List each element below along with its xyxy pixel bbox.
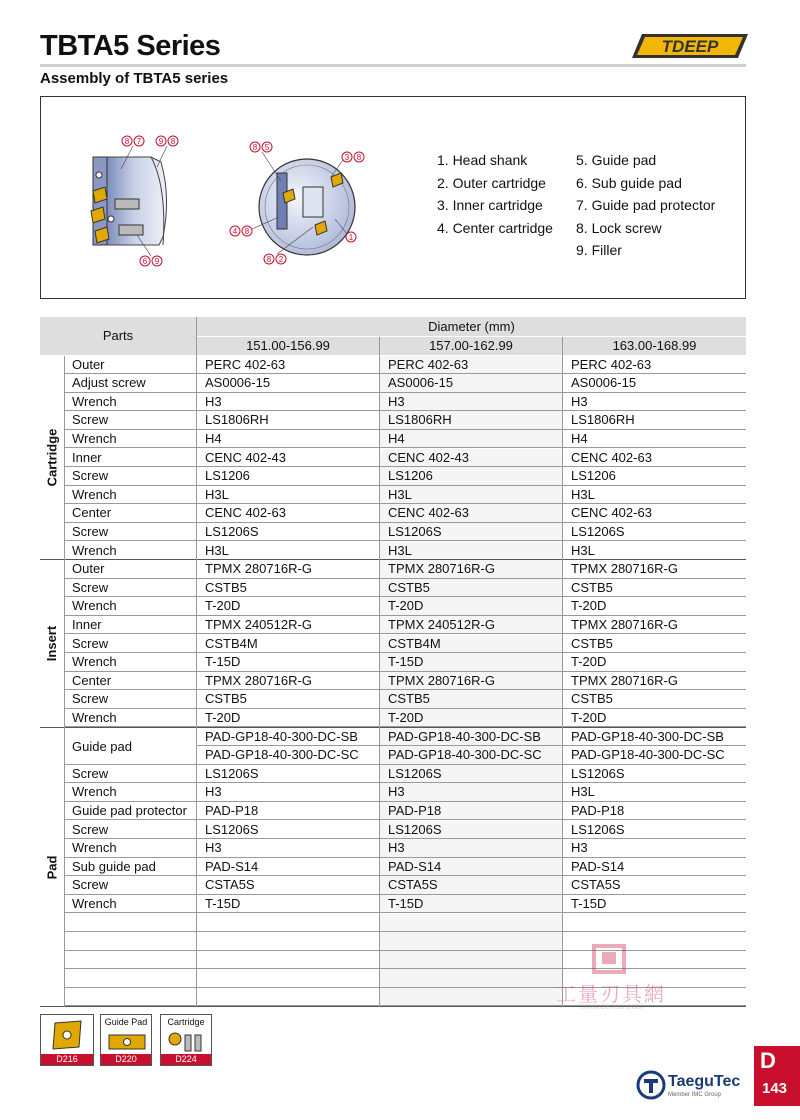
diameter-value-cell: TPMX 280716R-G xyxy=(205,561,312,577)
diameter-value-cell: CSTB5 xyxy=(571,635,613,651)
part-name-cell xyxy=(64,951,197,970)
diameter-value-cell: CSTB5 xyxy=(205,691,247,707)
insert-icon xyxy=(41,1015,95,1055)
diameter-value-cell: H3L xyxy=(380,486,563,505)
diameter-value-cell: T-20D xyxy=(571,709,607,725)
table-row xyxy=(40,374,746,393)
part-name-cell: Screw xyxy=(72,412,109,428)
watermark-url: WWW.GLRJW.COM xyxy=(579,1004,643,1011)
diameter-value-cell: PAD-P18 xyxy=(571,802,625,818)
diameter-value-cell: PAD-S14 xyxy=(571,858,625,874)
diameter-value-cell: CSTA5S xyxy=(571,877,621,893)
part-name-cell: Inner xyxy=(72,616,102,632)
diameter-value-cell: LS1206S xyxy=(205,523,259,539)
watermark-logo-icon xyxy=(536,942,686,982)
ref-code: D216 xyxy=(41,1054,93,1065)
diameter-value-cell: H3 xyxy=(205,784,222,800)
section-letter: D xyxy=(760,1048,776,1073)
table-row xyxy=(40,542,746,561)
ref-insert-box[interactable] xyxy=(40,1014,94,1066)
brand-subtitle: Member IMC Group xyxy=(668,1092,722,1098)
ref-guide-pad-box[interactable] xyxy=(100,1014,152,1066)
part-name-cell: Guide pad protector xyxy=(72,802,187,818)
callout-label: 8 xyxy=(170,137,176,146)
callout-label: 8 xyxy=(124,137,130,146)
diameter-value-cell: T-15D xyxy=(571,895,607,911)
page-title: TBTA5 Series xyxy=(40,30,221,62)
section-subtitle: Assembly of TBTA5 series xyxy=(40,70,229,87)
table-row xyxy=(40,839,746,858)
table-row xyxy=(40,504,746,523)
diameter-value-cell: PAD-GP18-40-300-DC-SB xyxy=(571,728,724,744)
diameter-value-cell: T-20D xyxy=(205,709,241,725)
diameter-value-cell xyxy=(197,988,380,1007)
diameter-value-cell: PAD-S14 xyxy=(205,858,259,874)
part-name-cell: Wrench xyxy=(72,393,117,409)
legend-item: 4. Center cartridge xyxy=(437,219,553,236)
callout-label: 3 xyxy=(344,153,350,162)
callout-label: 4 xyxy=(232,227,238,236)
table-row xyxy=(40,672,746,691)
diameter-value-cell: T-20D xyxy=(380,709,563,728)
tdeep-logo xyxy=(632,30,748,62)
table-row xyxy=(40,783,746,802)
legend-item: 3. Inner cartridge xyxy=(437,197,543,214)
page-number: 143 xyxy=(762,1080,788,1097)
part-name-cell: Wrench xyxy=(72,598,117,614)
table-row xyxy=(40,635,746,654)
diameter-value-cell: TPMX 240512R-G xyxy=(380,616,563,635)
part-name-cell: Screw xyxy=(72,877,109,893)
cartridge-icon xyxy=(161,1027,213,1057)
table-row xyxy=(40,876,746,895)
group-label-text: Insert xyxy=(44,626,60,662)
diameter-value-cell xyxy=(380,914,563,933)
callout-label: 8 xyxy=(244,227,250,236)
part-name-cell: Wrench xyxy=(72,895,117,911)
diameter-value-cell: H3L xyxy=(571,486,595,502)
diameter-value-cell: H3 xyxy=(571,393,588,409)
table-row xyxy=(40,597,746,616)
legend-item: 5. Guide pad xyxy=(576,152,657,168)
part-name-cell: Outer xyxy=(72,561,105,577)
diameter-value-cell: PAD-GP18-40-300-DC-SB xyxy=(380,728,563,747)
diameter-value-cell: PAD-S14 xyxy=(380,858,563,877)
tdeep-logo-text: TDEEP xyxy=(661,37,719,56)
diameter-value-cell: PERC 402-63 xyxy=(205,356,286,372)
diameter-value-cell: H4 xyxy=(205,430,222,446)
diameter-value-cell: TPMX 280716R-G xyxy=(571,672,678,688)
diameter-value-cell: H3 xyxy=(380,393,563,412)
part-name-cell: Wrench xyxy=(72,654,117,670)
diameter-value-cell: LS1206S xyxy=(205,821,259,837)
diameter-value-cell: CSTB4M xyxy=(205,635,258,651)
diameter-value-cell: T-20D xyxy=(205,598,241,614)
diameter-value-cell: PAD-GP18-40-300-DC-SC xyxy=(380,746,563,765)
diameter-column-1: 151.00-156.99 xyxy=(197,337,379,355)
part-name-cell: Adjust screw xyxy=(72,375,146,391)
diameter-value-cell: LS1206 xyxy=(205,468,250,484)
ref-code: D224 xyxy=(161,1054,211,1065)
diameter-value-cell: H3 xyxy=(380,783,563,802)
callout-label: 5 xyxy=(264,143,270,152)
diameter-value-cell: TPMX 280716R-G xyxy=(380,560,563,579)
table-row xyxy=(40,690,746,709)
diameter-value-cell: LS1206S xyxy=(380,821,563,840)
diameter-value-cell: PERC 402-63 xyxy=(571,356,652,372)
part-name-cell: Screw xyxy=(72,821,109,837)
diameter-value-cell: H3 xyxy=(205,393,222,409)
ref-code: D220 xyxy=(101,1054,151,1065)
diameter-value-cell: T-15D xyxy=(205,895,241,911)
part-name-cell: Screw xyxy=(72,468,109,484)
diameter-value-cell: LS1806RH xyxy=(205,412,269,428)
diameter-value-cell: PAD-GP18-40-300-DC-SB xyxy=(205,728,358,744)
table-row xyxy=(40,765,746,784)
callout-label: 9 xyxy=(158,137,164,146)
parts-header: Parts xyxy=(40,317,196,355)
callout-label: 8 xyxy=(356,153,362,162)
diameter-value-cell: PERC 402-63 xyxy=(380,356,563,375)
diameter-value-cell xyxy=(197,932,380,951)
part-name-cell: Wrench xyxy=(72,430,117,446)
callout-label: 6 xyxy=(142,257,148,266)
part-name-cell: Guide pad xyxy=(72,738,132,754)
diameter-value-cell: LS1206 xyxy=(571,468,616,484)
group-label xyxy=(40,560,64,727)
diameter-value-cell: H3 xyxy=(571,840,588,856)
assembly-diagram-box xyxy=(40,96,746,299)
title-divider xyxy=(40,64,746,67)
column-divider xyxy=(379,337,380,1007)
diameter-value-cell: T-20D xyxy=(571,654,607,670)
table-row xyxy=(40,616,746,635)
diameter-value-cell: H4 xyxy=(571,430,588,446)
table-row xyxy=(40,802,746,821)
diameter-value-cell: PAD-P18 xyxy=(380,802,563,821)
part-name-cell xyxy=(64,914,197,933)
group-label xyxy=(40,728,64,1007)
part-name-cell: Inner xyxy=(72,449,102,465)
diameter-value-cell: CENC 402-63 xyxy=(571,505,652,521)
diameter-value-cell: TPMX 280716R-G xyxy=(205,672,312,688)
legend-item: 7. Guide pad protector xyxy=(576,197,716,214)
diameter-value-cell: T-15D xyxy=(380,895,563,914)
diameter-value-cell: H3L xyxy=(380,542,563,561)
part-name-cell xyxy=(64,932,197,951)
diameter-value-cell: AS0006-15 xyxy=(380,374,563,393)
ref-cartridge-box[interactable] xyxy=(160,1014,212,1066)
legend-item: 6. Sub guide pad xyxy=(576,174,682,191)
table-row xyxy=(40,653,746,672)
table-row xyxy=(40,858,746,877)
column-divider xyxy=(64,356,65,1007)
diameter-value-cell xyxy=(563,914,746,933)
diameter-value-cell: H3 xyxy=(380,839,563,858)
diameter-value-cell: LS1806RH xyxy=(571,412,635,428)
diameter-value-cell: CSTB5 xyxy=(571,691,613,707)
callout-label: 9 xyxy=(154,257,160,266)
legend-item: 9. Filler xyxy=(576,242,622,259)
guide-pad-icon xyxy=(101,1027,153,1057)
diameter-value-cell: PAD-GP18-40-300-DC-SC xyxy=(205,747,359,763)
table-row xyxy=(40,914,746,933)
table-row xyxy=(40,356,746,375)
diameter-value-cell: CSTA5S xyxy=(380,876,563,895)
diameter-value-cell: T-20D xyxy=(571,598,607,614)
part-name-cell xyxy=(64,969,197,988)
part-name-cell: Wrench xyxy=(72,709,117,725)
watermark-text: 工量刃具網 xyxy=(556,984,666,1006)
table-row xyxy=(40,430,746,449)
diameter-value-cell: LS1206S xyxy=(205,765,259,781)
part-name-cell: Center xyxy=(72,505,112,521)
diameter-value-cell: T-20D xyxy=(380,597,563,616)
diameter-value-cell: LS1206 xyxy=(380,467,563,486)
diameter-value-cell: CENC 402-63 xyxy=(571,449,652,465)
table-row xyxy=(40,746,746,765)
diameter-value-cell: H4 xyxy=(380,430,563,449)
tool-end-view-drawing xyxy=(217,127,387,307)
diameter-value-cell: CSTB4M xyxy=(380,635,563,654)
diameter-value-cell: H3L xyxy=(571,784,595,800)
diameter-value-cell: H3L xyxy=(571,542,595,558)
group-label-text: Cartridge xyxy=(44,428,60,487)
column-divider xyxy=(196,317,197,1007)
part-name-cell: Screw xyxy=(72,691,109,707)
part-name-cell: Screw xyxy=(72,765,109,781)
diameter-value-cell: LS1206S xyxy=(571,523,625,539)
watermark xyxy=(536,942,686,1014)
diameter-value-cell: CENC 402-63 xyxy=(380,504,563,523)
diameter-value-cell: CENC 402-43 xyxy=(380,449,563,468)
tool-side-view-drawing xyxy=(71,127,221,307)
diameter-value-cell: T-15D xyxy=(380,653,563,672)
diameter-value-cell: TPMX 280716R-G xyxy=(380,672,563,691)
ref-caption: Cartridge xyxy=(167,1017,205,1027)
part-name-cell: Screw xyxy=(72,635,109,651)
ref-caption: Guide Pad xyxy=(104,1017,148,1027)
diameter-value-cell: LS1206S xyxy=(571,821,625,837)
table-row xyxy=(40,895,746,914)
table-row xyxy=(40,467,746,486)
legend-item: 1. Head shank xyxy=(437,152,528,168)
diameter-value-cell xyxy=(197,969,380,988)
diameter-value-cell: AS0006-15 xyxy=(205,375,271,391)
page-tab xyxy=(754,1046,800,1106)
diameter-value-cell: PAD-GP18-40-300-DC-SC xyxy=(571,747,725,763)
group-label-text: Pad xyxy=(44,855,60,879)
taegutec-logo-icon xyxy=(636,1070,666,1100)
diameter-value-cell: TPMX 240512R-G xyxy=(205,616,312,632)
diameter-value-cell: TPMX 280716R-G xyxy=(571,561,678,577)
diameter-value-cell: LS1806RH xyxy=(380,411,563,430)
table-row xyxy=(40,560,746,579)
diameter-value-cell: H3 xyxy=(205,840,222,856)
part-name-cell: Wrench xyxy=(72,840,117,856)
diameter-value-cell xyxy=(197,914,380,933)
part-name-cell: Sub guide pad xyxy=(72,858,156,874)
group-label xyxy=(40,356,64,561)
diameter-column-2: 157.00-162.99 xyxy=(380,337,562,355)
table-row xyxy=(40,411,746,430)
table-row xyxy=(40,523,746,542)
table-row xyxy=(40,449,746,468)
part-name-cell: Wrench xyxy=(72,542,117,558)
diameter-value-cell xyxy=(197,951,380,970)
callout-label: 7 xyxy=(136,137,142,146)
diameter-column-3: 163.00-168.99 xyxy=(563,337,746,355)
diameter-header: Diameter (mm) xyxy=(197,317,746,336)
diameter-value-cell: AS0006-15 xyxy=(571,375,637,391)
assembly-legend-right xyxy=(576,149,715,262)
diameter-value-cell: CSTB5 xyxy=(380,690,563,709)
legend-item: 8. Lock screw xyxy=(576,219,662,236)
part-name-cell: Screw xyxy=(72,523,109,539)
diameter-value-cell: CENC 402-43 xyxy=(205,449,286,465)
callout-label: 1 xyxy=(348,233,354,242)
diameter-value-cell: H3L xyxy=(205,486,229,502)
diameter-value-cell: TPMX 280716R-G xyxy=(571,616,678,632)
table-row xyxy=(40,579,746,598)
diameter-value-cell: CSTB5 xyxy=(571,579,613,595)
part-name-cell: Outer xyxy=(72,356,105,372)
part-name-cell: Wrench xyxy=(72,486,117,502)
diameter-value-cell: H3L xyxy=(205,542,229,558)
table-row xyxy=(40,486,746,505)
part-name-cell xyxy=(64,988,197,1007)
callout-label: 8 xyxy=(266,255,272,264)
diameter-value-cell: CSTA5S xyxy=(205,877,255,893)
column-divider xyxy=(562,337,563,1007)
brand-name: TaeguTec xyxy=(668,1073,741,1090)
diameter-value-cell: PAD-P18 xyxy=(205,802,259,818)
legend-item: 2. Outer cartridge xyxy=(437,174,546,191)
table-row xyxy=(40,821,746,840)
diameter-value-cell: LS1206S xyxy=(571,765,625,781)
table-row xyxy=(40,393,746,412)
table-row xyxy=(40,709,746,728)
callout-label: 2 xyxy=(278,255,284,264)
diameter-value-cell: CSTB5 xyxy=(205,579,247,595)
part-name-cell: Wrench xyxy=(72,784,117,800)
diameter-value-cell: CENC 402-63 xyxy=(205,505,286,521)
callout-label: 8 xyxy=(252,143,258,152)
diameter-value-cell: LS1206S xyxy=(380,523,563,542)
part-name-cell: Center xyxy=(72,672,112,688)
diameter-value-cell: LS1206S xyxy=(380,765,563,784)
table-row xyxy=(40,728,746,754)
assembly-legend-left xyxy=(437,149,553,239)
diameter-value-cell: T-15D xyxy=(205,654,241,670)
part-name-cell: Screw xyxy=(72,579,109,595)
diameter-value-cell: CSTB5 xyxy=(380,579,563,598)
